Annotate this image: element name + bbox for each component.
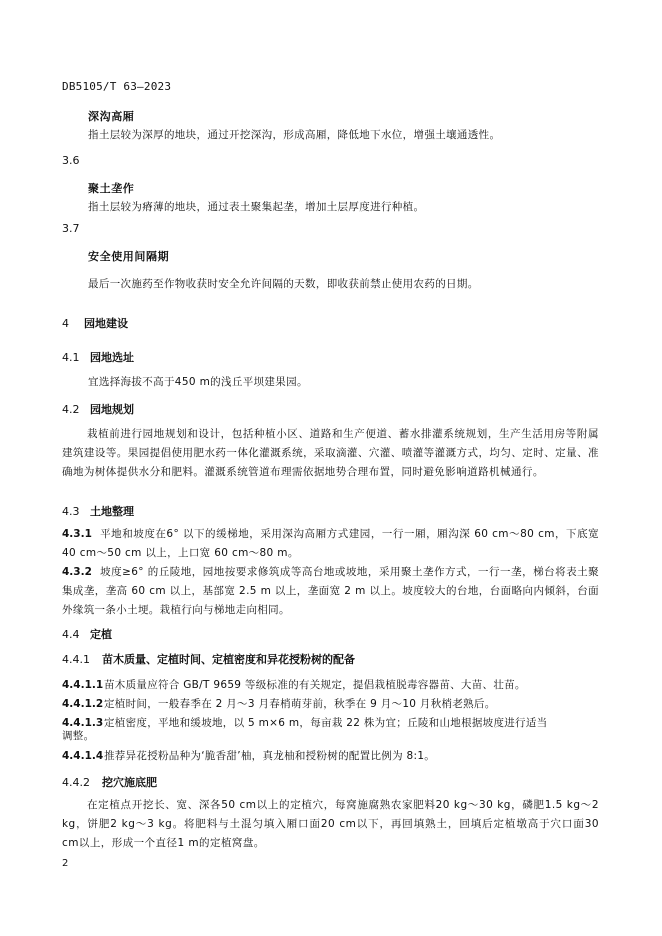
clause-4-4-1-1 xyxy=(62,677,526,692)
clause-4-4-1-2 xyxy=(62,696,496,711)
term-definition-ridge-cultivation: 指土层较为瘠薄的地块，通过表土聚集起垄，增加土层厚度进行种植。 xyxy=(88,201,425,213)
section-heading-4-2 xyxy=(62,401,134,417)
section-number: 4.2 xyxy=(62,403,80,416)
clause-4-3-1 xyxy=(62,525,599,563)
clause-4-4-1-3 xyxy=(62,715,547,730)
clause-text: 苗木质量应符合 GB/T 9659 等级标准的有关规定，提倡栽植脱毒容器苗、大苗、壮苗。 xyxy=(104,679,526,691)
subsection-heading-4-4-2 xyxy=(62,774,157,790)
page-number: 2 xyxy=(62,858,69,869)
clause-number: 4.4.1.3 xyxy=(62,717,104,729)
subsection-text-4-4-2: 在定植点开挖长、宽、深各50 cm以上的定植穴，每窝施腐熟农家肥料20 kg～30 kg，磷肥1.5 kg～2 kg，饼肥2 kg～3 kg。将肥料与土混匀填入厢口面20 cm以下，再回填熟土，回填后定植墩高于穴口面30 cm以上，形成一个直径1 m的定植窝盘。 xyxy=(62,799,599,849)
subsection-title: 苗木质量、定植时间、定植密度和异花授粉树的配备 xyxy=(102,653,355,666)
section-number: 4.3 xyxy=(62,505,80,518)
document-code: DB5105/T 63—2023 xyxy=(62,80,172,93)
clause-number: 4.4.1.2 xyxy=(62,698,104,710)
subsection-title: 挖穴施底肥 xyxy=(102,776,157,789)
subsection-number: 4.4.1 xyxy=(62,653,90,666)
clause-text: 定植密度，平地和缓坡地，以 5 m×6 m，每亩栽 22 株为宜；丘陵和山地根据坡度进行适当 xyxy=(104,717,548,729)
clause-4-4-1-4 xyxy=(62,748,435,763)
term-title-safe-interval: 安全使用间隔期 xyxy=(88,250,170,263)
section-title: 园地规划 xyxy=(90,403,134,416)
term-number-3-6: 3.6 xyxy=(62,154,80,167)
section-number: 4.4 xyxy=(62,628,80,641)
clause-number: 4.4.1.1 xyxy=(62,679,104,691)
section-heading-4-4 xyxy=(62,626,112,642)
clause-text: 坡度≥6° 的丘陵地，园地按要求修筑成等高台地或坡地，采用聚土垄作方式，一行一垄，梯台将表土聚集成垄，垄高 60 cm 以上，基部宽 2.5 m 以上，垄面宽 2 m 以上。坡度较大的台地，台面略向内倾斜，台面外缘筑一条小土埂。栽植行向与梯地走向相同。 xyxy=(62,566,599,616)
chapter-heading-4 xyxy=(62,315,128,331)
section-title: 土地整理 xyxy=(90,505,134,518)
clause-text: 定植时间，一般春季在 2 月～3 月春梢萌芽前，秋季在 9 月～10 月秋梢老熟后。 xyxy=(104,698,496,710)
section-title: 园地选址 xyxy=(90,351,134,364)
chapter-number: 4 xyxy=(62,317,69,330)
clause-text: 推荐异花授粉品种为‘脆香甜’柚，真龙柚和授粉树的配置比例为 8:1。 xyxy=(104,750,436,762)
term-definition-safe-interval: 最后一次施药至作物收获时安全允许间隔的天数，即收获前禁止使用农药的日期。 xyxy=(88,278,479,290)
chapter-title: 园地建设 xyxy=(84,317,128,330)
clause-number: 4.4.1.4 xyxy=(62,750,104,762)
clause-number: 4.3.1 xyxy=(62,528,92,540)
section-title: 定植 xyxy=(90,628,112,641)
subsection-heading-4-4-1 xyxy=(62,651,355,667)
section-number: 4.1 xyxy=(62,351,80,364)
clause-text: 平地和坡度在6° 以下的缓梯地，采用深沟高厢方式建园，一行一厢，厢沟深 60 cm～80 cm，下底宽 40 cm～50 cm 以上，上口宽 60 cm～80 m。 xyxy=(62,528,599,559)
section-heading-4-3 xyxy=(62,503,134,519)
subsection-number: 4.4.2 xyxy=(62,776,90,789)
clause-4-4-1-3-continued: 调整。 xyxy=(62,730,95,742)
clause-4-3-2 xyxy=(62,563,599,620)
clause-number: 4.3.2 xyxy=(62,566,92,578)
section-text-4-2: 栽植前进行园地规划和设计，包括种植小区、道路和生产便道、蓄水排灌系统规划，生产生活用房等附属建筑建设等。果园提倡使用肥水药一体化灌溉系统，采取滴灌、穴灌、喷灌等灌溉方式，均匀、定时、定量、准确地为树体提供水分和肥料。灌溉系统管道布理需依据地势合理布置，同时避免影响道路机械通行。 xyxy=(62,428,599,478)
term-title-deep-ditch: 深沟高厢 xyxy=(88,110,135,123)
term-title-ridge-cultivation: 聚土垄作 xyxy=(88,182,135,195)
term-definition-deep-ditch: 指土层较为深厚的地块，通过开挖深沟，形成高厢，降低地下水位，增强土壤通透性。 xyxy=(88,129,501,141)
section-heading-4-1 xyxy=(62,349,134,365)
section-text-4-1: 宜选择海拔不高于450 m的浅丘平坝建果园。 xyxy=(88,376,308,388)
term-number-3-7: 3.7 xyxy=(62,222,80,235)
